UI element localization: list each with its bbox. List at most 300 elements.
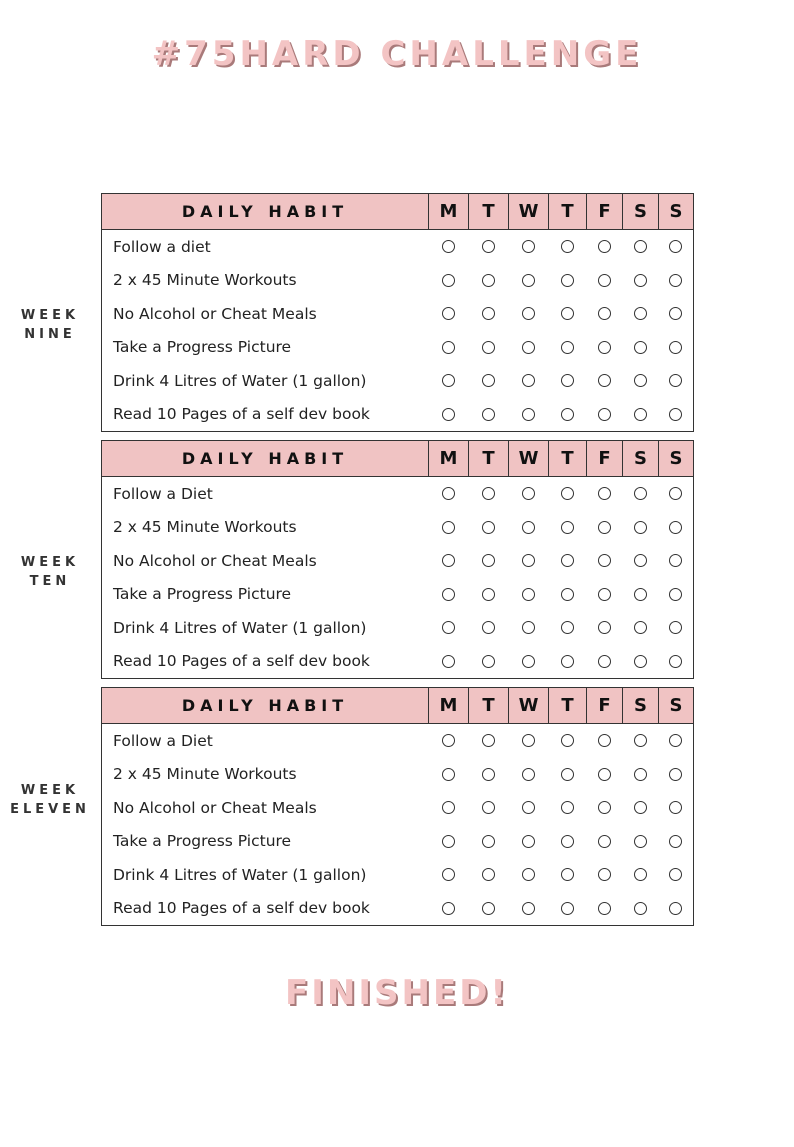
habit-row <box>102 331 694 365</box>
checkbox-circle[interactable] <box>442 768 455 781</box>
day-cell <box>659 645 694 679</box>
checkbox-circle[interactable] <box>522 835 535 848</box>
day-cell <box>429 477 469 511</box>
checkbox-circle[interactable] <box>482 801 495 814</box>
checkbox-circle[interactable] <box>561 554 574 567</box>
checkbox-circle[interactable] <box>669 768 682 781</box>
checkbox-circle[interactable] <box>598 835 611 848</box>
day-cell <box>469 724 509 758</box>
checkbox-circle[interactable] <box>522 768 535 781</box>
checkbox-circle[interactable] <box>634 521 647 534</box>
checkbox-circle[interactable] <box>482 240 495 253</box>
checkbox-circle[interactable] <box>442 734 455 747</box>
checkbox-circle[interactable] <box>442 274 455 287</box>
checkbox-circle[interactable] <box>598 240 611 253</box>
checkbox-circle[interactable] <box>442 835 455 848</box>
day-cell <box>509 544 549 578</box>
day-cell <box>429 398 469 432</box>
checkbox-circle[interactable] <box>482 274 495 287</box>
week-label <box>0 781 100 819</box>
checkbox-circle[interactable] <box>561 521 574 534</box>
checkbox-circle[interactable] <box>634 734 647 747</box>
habit-name: 2 x 45 Minute Workouts <box>102 511 429 545</box>
day-cell <box>659 511 694 545</box>
week-label <box>0 553 100 591</box>
week-block <box>0 440 794 681</box>
day-cell <box>623 892 659 926</box>
day-cell <box>469 578 509 612</box>
week-label-line: WEEK <box>20 308 80 323</box>
checkbox-circle[interactable] <box>442 240 455 253</box>
checkbox-circle[interactable] <box>442 374 455 387</box>
checkbox-circle[interactable] <box>482 868 495 881</box>
week-label-line: ELEVEN <box>10 802 90 817</box>
day-cell <box>509 611 549 645</box>
day-cell <box>429 230 469 264</box>
checkbox-circle[interactable] <box>634 621 647 634</box>
day-cell <box>469 892 509 926</box>
day-cell <box>429 544 469 578</box>
checkbox-circle[interactable] <box>522 408 535 421</box>
day-cell <box>623 825 659 859</box>
checkbox-circle[interactable] <box>598 588 611 601</box>
day-cell <box>587 398 623 432</box>
day-cell <box>469 825 509 859</box>
day-cell <box>509 645 549 679</box>
day-cell <box>587 858 623 892</box>
checkbox-circle[interactable] <box>669 408 682 421</box>
checkbox-circle[interactable] <box>442 655 455 668</box>
checkbox-circle[interactable] <box>669 341 682 354</box>
day-cell <box>587 331 623 365</box>
habit-name: 2 x 45 Minute Workouts <box>102 758 429 792</box>
checkbox-circle[interactable] <box>634 768 647 781</box>
checkbox-circle[interactable] <box>522 621 535 634</box>
day-cell <box>549 791 587 825</box>
checkbox-circle[interactable] <box>669 655 682 668</box>
checkbox-circle[interactable] <box>598 621 611 634</box>
habit-name: Take a Progress Picture <box>102 578 429 612</box>
checkbox-circle[interactable] <box>598 801 611 814</box>
habit-table <box>101 440 694 679</box>
checkbox-circle[interactable] <box>598 487 611 500</box>
checkbox-circle[interactable] <box>669 521 682 534</box>
day-header: T <box>469 194 509 230</box>
week-block <box>0 687 794 928</box>
habit-row <box>102 724 694 758</box>
checkbox-circle[interactable] <box>561 655 574 668</box>
checkbox-circle[interactable] <box>634 374 647 387</box>
day-cell <box>469 264 509 298</box>
checkbox-circle[interactable] <box>598 274 611 287</box>
day-cell <box>549 892 587 926</box>
day-cell <box>623 645 659 679</box>
day-cell <box>587 724 623 758</box>
day-header: T <box>469 441 509 477</box>
checkbox-circle[interactable] <box>598 734 611 747</box>
checkbox-circle[interactable] <box>522 240 535 253</box>
checkbox-circle[interactable] <box>634 274 647 287</box>
habit-row <box>102 364 694 398</box>
day-cell <box>587 892 623 926</box>
day-cell <box>509 724 549 758</box>
checkbox-circle[interactable] <box>561 307 574 320</box>
checkbox-circle[interactable] <box>482 588 495 601</box>
checkbox-circle[interactable] <box>482 374 495 387</box>
habit-name: Follow a Diet <box>102 477 429 511</box>
checkbox-circle[interactable] <box>482 902 495 915</box>
habit-name: Read 10 Pages of a self dev book <box>102 892 429 926</box>
habit-name: 2 x 45 Minute Workouts <box>102 264 429 298</box>
habit-name: Take a Progress Picture <box>102 825 429 859</box>
day-cell <box>549 578 587 612</box>
page-title: #75HARD CHALLENGE <box>151 34 643 74</box>
checkbox-circle[interactable] <box>442 408 455 421</box>
day-header: W <box>509 194 549 230</box>
day-cell <box>509 578 549 612</box>
checkbox-circle[interactable] <box>482 655 495 668</box>
checkbox-circle[interactable] <box>442 554 455 567</box>
habit-row <box>102 825 694 859</box>
day-cell <box>623 364 659 398</box>
checkbox-circle[interactable] <box>442 868 455 881</box>
day-cell <box>549 230 587 264</box>
checkbox-circle[interactable] <box>522 655 535 668</box>
day-cell <box>549 544 587 578</box>
day-cell <box>659 477 694 511</box>
habit-row <box>102 611 694 645</box>
week-label-line: WEEK <box>20 555 80 570</box>
checkbox-circle[interactable] <box>442 621 455 634</box>
checkbox-circle[interactable] <box>669 554 682 567</box>
day-cell <box>549 825 587 859</box>
checkbox-circle[interactable] <box>522 521 535 534</box>
day-cell <box>659 297 694 331</box>
checkbox-circle[interactable] <box>522 307 535 320</box>
day-cell <box>549 858 587 892</box>
day-cell <box>469 297 509 331</box>
checkbox-circle[interactable] <box>561 801 574 814</box>
day-header: W <box>509 441 549 477</box>
checkbox-circle[interactable] <box>482 621 495 634</box>
checkbox-circle[interactable] <box>598 307 611 320</box>
day-cell <box>549 364 587 398</box>
day-cell <box>509 758 549 792</box>
day-cell <box>549 645 587 679</box>
checkbox-circle[interactable] <box>598 521 611 534</box>
checkbox-circle[interactable] <box>482 734 495 747</box>
day-cell <box>623 297 659 331</box>
habit-name: No Alcohol or Cheat Meals <box>102 544 429 578</box>
day-header: S <box>623 688 659 724</box>
day-header: M <box>429 441 469 477</box>
week-label-line: NINE <box>24 327 76 342</box>
day-cell <box>623 724 659 758</box>
day-cell <box>429 825 469 859</box>
day-cell <box>429 791 469 825</box>
daily-habit-header: DAILY HABIT <box>102 194 429 230</box>
checkbox-circle[interactable] <box>598 408 611 421</box>
habit-row <box>102 858 694 892</box>
day-cell <box>429 511 469 545</box>
checkbox-circle[interactable] <box>598 768 611 781</box>
checkbox-circle[interactable] <box>634 835 647 848</box>
day-cell <box>429 724 469 758</box>
header-row <box>102 194 694 230</box>
day-cell <box>587 477 623 511</box>
habit-name: Follow a diet <box>102 230 429 264</box>
day-cell <box>509 825 549 859</box>
checkbox-circle[interactable] <box>482 341 495 354</box>
day-cell <box>429 264 469 298</box>
checkbox-circle[interactable] <box>669 487 682 500</box>
day-cell <box>587 544 623 578</box>
day-cell <box>509 398 549 432</box>
habit-row <box>102 758 694 792</box>
daily-habit-header: DAILY HABIT <box>102 688 429 724</box>
checkbox-circle[interactable] <box>561 240 574 253</box>
habit-name: Drink 4 Litres of Water (1 gallon) <box>102 364 429 398</box>
day-cell <box>659 825 694 859</box>
checkbox-circle[interactable] <box>482 768 495 781</box>
checkbox-circle[interactable] <box>482 487 495 500</box>
day-cell <box>623 331 659 365</box>
checkbox-circle[interactable] <box>669 835 682 848</box>
habit-row <box>102 264 694 298</box>
checkbox-circle[interactable] <box>442 307 455 320</box>
day-cell <box>429 331 469 365</box>
habit-row <box>102 645 694 679</box>
checkbox-circle[interactable] <box>522 734 535 747</box>
day-cell <box>659 398 694 432</box>
checkbox-circle[interactable] <box>669 902 682 915</box>
checkbox-circle[interactable] <box>598 868 611 881</box>
checkbox-circle[interactable] <box>561 374 574 387</box>
day-cell <box>587 578 623 612</box>
checkbox-circle[interactable] <box>482 521 495 534</box>
day-cell <box>509 364 549 398</box>
checkbox-circle[interactable] <box>634 554 647 567</box>
checkbox-circle[interactable] <box>442 487 455 500</box>
daily-habit-header: DAILY HABIT <box>102 441 429 477</box>
day-cell <box>429 578 469 612</box>
checkbox-circle[interactable] <box>634 868 647 881</box>
checkbox-circle[interactable] <box>561 868 574 881</box>
habit-row <box>102 892 694 926</box>
checkbox-circle[interactable] <box>634 588 647 601</box>
habit-table <box>101 687 694 926</box>
checkbox-circle[interactable] <box>561 621 574 634</box>
day-cell <box>469 364 509 398</box>
checkbox-circle[interactable] <box>598 341 611 354</box>
checkbox-circle[interactable] <box>522 274 535 287</box>
day-header: T <box>549 441 587 477</box>
checkbox-circle[interactable] <box>522 487 535 500</box>
checkbox-circle[interactable] <box>598 554 611 567</box>
checkbox-circle[interactable] <box>442 341 455 354</box>
checkbox-circle[interactable] <box>669 374 682 387</box>
checkbox-circle[interactable] <box>561 588 574 601</box>
day-cell <box>549 297 587 331</box>
day-header: S <box>659 194 694 230</box>
day-cell <box>509 477 549 511</box>
day-cell <box>429 892 469 926</box>
day-header: S <box>623 441 659 477</box>
checkbox-circle[interactable] <box>482 307 495 320</box>
day-cell <box>623 264 659 298</box>
checkbox-circle[interactable] <box>634 341 647 354</box>
day-cell <box>587 791 623 825</box>
day-cell <box>429 758 469 792</box>
checkbox-circle[interactable] <box>442 521 455 534</box>
checkbox-circle[interactable] <box>561 734 574 747</box>
day-cell <box>509 511 549 545</box>
day-cell <box>623 477 659 511</box>
checkbox-circle[interactable] <box>561 274 574 287</box>
day-header: S <box>623 194 659 230</box>
day-cell <box>549 398 587 432</box>
day-cell <box>659 892 694 926</box>
checkbox-circle[interactable] <box>598 655 611 668</box>
day-cell <box>429 364 469 398</box>
day-cell <box>509 331 549 365</box>
day-cell <box>469 398 509 432</box>
day-cell <box>469 331 509 365</box>
day-cell <box>623 858 659 892</box>
checkbox-circle[interactable] <box>561 408 574 421</box>
checkbox-circle[interactable] <box>522 374 535 387</box>
checkbox-circle[interactable] <box>669 240 682 253</box>
checkbox-circle[interactable] <box>634 801 647 814</box>
checkbox-circle[interactable] <box>561 768 574 781</box>
day-cell <box>587 825 623 859</box>
day-cell <box>509 791 549 825</box>
day-cell <box>659 611 694 645</box>
checkbox-circle[interactable] <box>561 487 574 500</box>
day-cell <box>549 511 587 545</box>
habit-name: Drink 4 Litres of Water (1 gallon) <box>102 611 429 645</box>
day-cell <box>623 791 659 825</box>
day-cell <box>623 398 659 432</box>
day-cell <box>509 892 549 926</box>
checkbox-circle[interactable] <box>522 902 535 915</box>
day-cell <box>623 758 659 792</box>
day-cell <box>587 758 623 792</box>
day-cell <box>659 578 694 612</box>
day-cell <box>659 264 694 298</box>
checkbox-circle[interactable] <box>442 902 455 915</box>
checkbox-circle[interactable] <box>442 801 455 814</box>
day-cell <box>587 264 623 298</box>
checkbox-circle[interactable] <box>482 554 495 567</box>
checkbox-circle[interactable] <box>522 588 535 601</box>
day-cell <box>623 511 659 545</box>
checkbox-circle[interactable] <box>482 835 495 848</box>
day-cell <box>429 611 469 645</box>
day-cell <box>469 511 509 545</box>
checkbox-circle[interactable] <box>598 374 611 387</box>
habit-name: Take a Progress Picture <box>102 331 429 365</box>
day-cell <box>509 297 549 331</box>
day-cell <box>549 758 587 792</box>
day-cell <box>469 477 509 511</box>
day-cell <box>659 724 694 758</box>
habit-row <box>102 398 694 432</box>
day-header: M <box>429 194 469 230</box>
checkbox-circle[interactable] <box>561 835 574 848</box>
habit-row <box>102 297 694 331</box>
checkbox-circle[interactable] <box>561 341 574 354</box>
day-header: S <box>659 688 694 724</box>
checkbox-circle[interactable] <box>669 621 682 634</box>
day-header: F <box>587 688 623 724</box>
checkbox-circle[interactable] <box>522 868 535 881</box>
day-cell <box>587 511 623 545</box>
habit-name: No Alcohol or Cheat Meals <box>102 791 429 825</box>
day-cell <box>429 297 469 331</box>
day-cell <box>469 230 509 264</box>
day-cell <box>469 791 509 825</box>
habit-name: No Alcohol or Cheat Meals <box>102 297 429 331</box>
checkbox-circle[interactable] <box>634 408 647 421</box>
habit-row <box>102 477 694 511</box>
checkbox-circle[interactable] <box>482 408 495 421</box>
day-cell <box>587 611 623 645</box>
day-cell <box>469 544 509 578</box>
day-cell <box>549 477 587 511</box>
checkbox-circle[interactable] <box>522 341 535 354</box>
habit-name: Read 10 Pages of a self dev book <box>102 398 429 432</box>
checkbox-circle[interactable] <box>442 588 455 601</box>
day-cell <box>509 230 549 264</box>
checkbox-circle[interactable] <box>669 307 682 320</box>
habit-row <box>102 544 694 578</box>
checkbox-circle[interactable] <box>522 554 535 567</box>
checkbox-circle[interactable] <box>634 487 647 500</box>
day-cell <box>469 858 509 892</box>
day-cell <box>549 611 587 645</box>
checkbox-circle[interactable] <box>634 902 647 915</box>
day-cell <box>659 791 694 825</box>
day-cell <box>623 578 659 612</box>
habit-row <box>102 230 694 264</box>
checkbox-circle[interactable] <box>561 902 574 915</box>
header-row <box>102 441 694 477</box>
checkbox-circle[interactable] <box>669 734 682 747</box>
checkbox-circle[interactable] <box>669 801 682 814</box>
day-cell <box>429 858 469 892</box>
checkbox-circle[interactable] <box>669 274 682 287</box>
day-cell <box>659 858 694 892</box>
day-header: W <box>509 688 549 724</box>
day-cell <box>659 544 694 578</box>
day-cell <box>587 645 623 679</box>
habit-name: Drink 4 Litres of Water (1 gallon) <box>102 858 429 892</box>
day-header: S <box>659 441 694 477</box>
habit-name: Read 10 Pages of a self dev book <box>102 645 429 679</box>
checkbox-circle[interactable] <box>669 588 682 601</box>
checkbox-circle[interactable] <box>669 868 682 881</box>
checkbox-circle[interactable] <box>634 240 647 253</box>
week-label-line: TEN <box>29 574 71 589</box>
checkbox-circle[interactable] <box>522 801 535 814</box>
checkbox-circle[interactable] <box>598 902 611 915</box>
day-cell <box>623 230 659 264</box>
day-header: F <box>587 194 623 230</box>
checkbox-circle[interactable] <box>634 307 647 320</box>
day-header: M <box>429 688 469 724</box>
checkbox-circle[interactable] <box>634 655 647 668</box>
